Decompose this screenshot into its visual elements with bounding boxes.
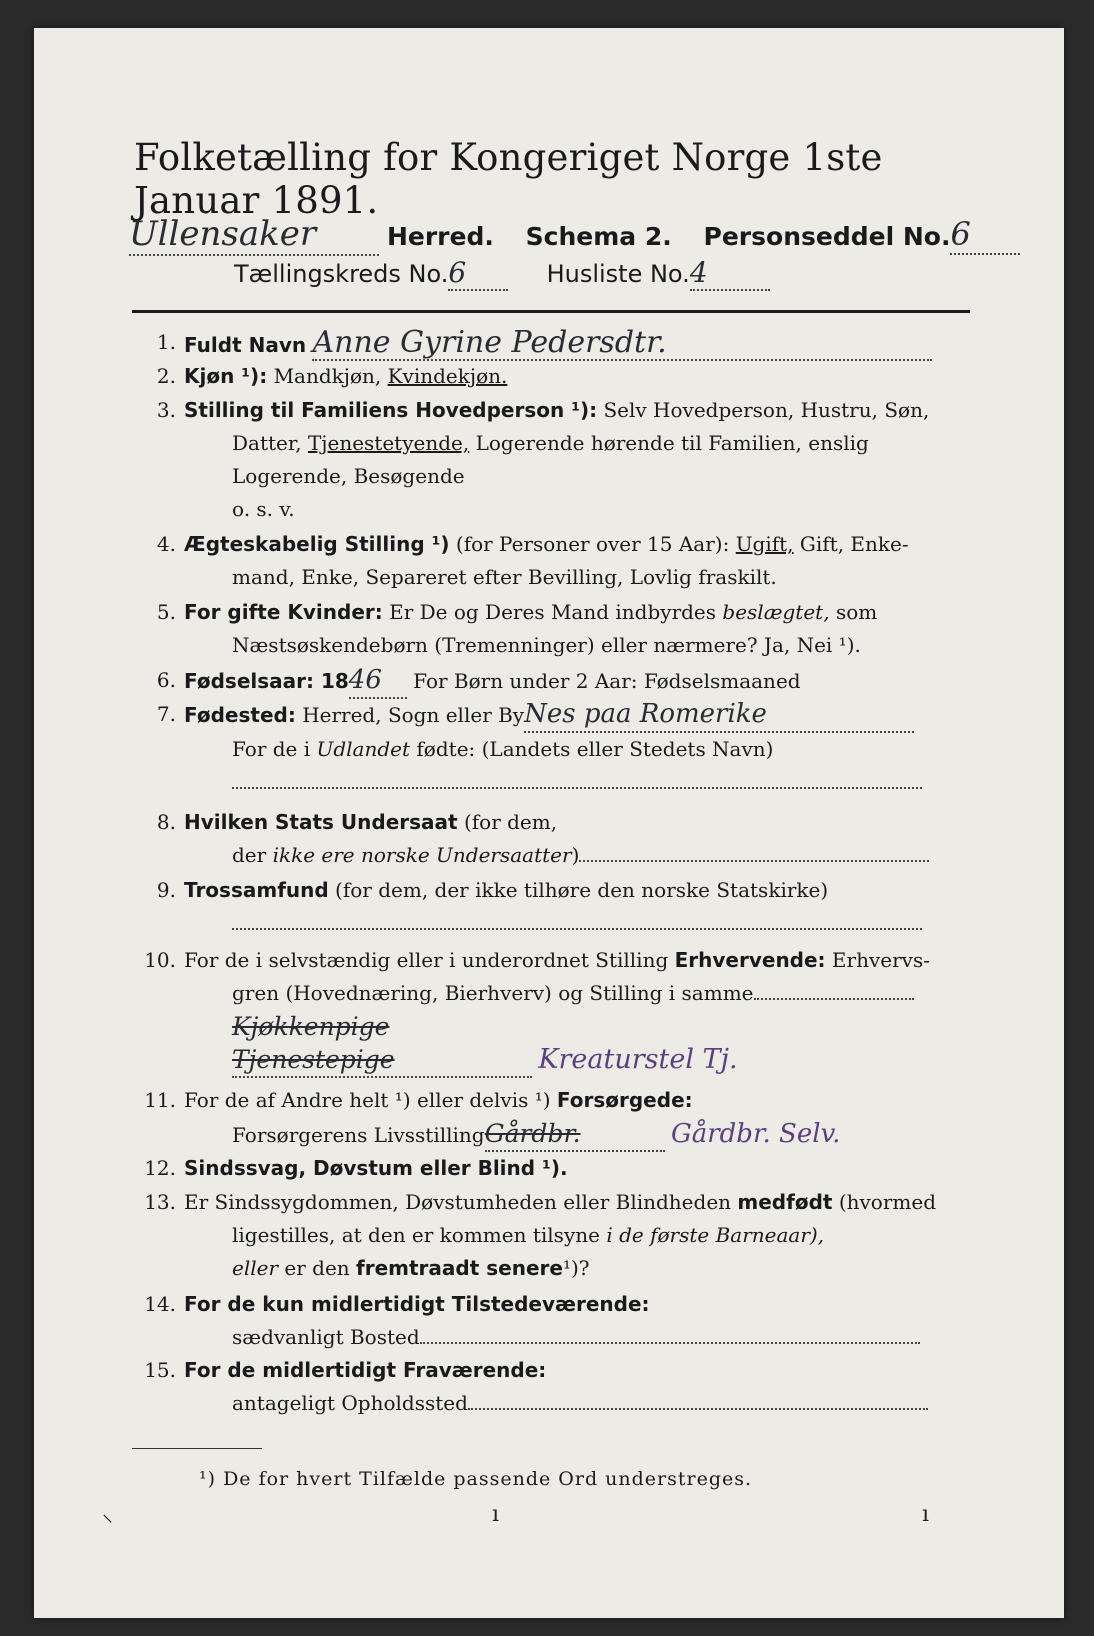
dotted-line [579, 842, 929, 862]
item-text: ¹)? [562, 1256, 590, 1280]
item-number: 6. [156, 668, 176, 692]
item-text: Er Sindssygdommen, Døvstumheden eller Blindheden [184, 1190, 732, 1214]
item-text: (for dem, der ikke tilhøre den norske Statskirke) [335, 878, 829, 902]
item-text: er den [284, 1256, 350, 1280]
kreds-line [234, 256, 934, 291]
item-text: Forsørgerens Livsstilling [232, 1123, 485, 1147]
item-label: Fuldt Navn [184, 333, 307, 357]
item-label: Fødested: [184, 703, 296, 727]
underlined-answer: Tjenestetyende, [307, 431, 470, 455]
husliste-no: 4 [690, 256, 770, 291]
item-text: mand, Enke, Separeret efter Bevilling, Lovlig fraskilt. [232, 565, 777, 589]
item-text: Datter, [232, 431, 302, 455]
kreds-no: 6 [448, 256, 508, 291]
item-label: fremtraadt senere [356, 1256, 563, 1280]
item-text: antageligt Opholdssted [232, 1391, 468, 1415]
item-label: Forsørgede: [556, 1088, 693, 1112]
item-text: Erhvervs- [831, 948, 930, 972]
personseddel-label: Personseddel No. [703, 222, 951, 251]
item-text: Selv Hovedperson, Hustru, Søn, [603, 398, 930, 422]
item-text: som [835, 600, 878, 624]
struck-provider-answer: Gårdbr. [485, 1117, 665, 1152]
item-label: Kjøn ¹): [184, 364, 268, 388]
item-text: For Børn under 2 Aar: Fødselsmaaned [413, 669, 801, 693]
footnote-rule [132, 1448, 262, 1449]
item-number: 13. [144, 1190, 176, 1214]
item-text: der [232, 843, 267, 867]
item-text: For de i [232, 737, 311, 761]
underlined-answer: Ugift, [735, 532, 794, 556]
herred-line [129, 214, 1029, 256]
item-label: For de midlertidigt Fraværende: [184, 1358, 547, 1382]
item-text: Næstsøskendebørn (Tremenninger) eller nærmere? Ja, Nei ¹). [232, 633, 861, 657]
husliste-label: Husliste No. [546, 260, 690, 288]
birthplace-answer: Nes paa Romerike [524, 698, 914, 733]
item-text: (for Personer over 15 Aar): [455, 532, 730, 556]
dotted-line [232, 910, 922, 930]
item-label: Fødselsaar: 18 [184, 669, 349, 693]
item-text: For de af Andre helt ¹) eller delvis ¹) [184, 1088, 551, 1112]
item-text: fødte: (Landets eller Stedets Navn) [416, 737, 774, 761]
dotted-line [468, 1390, 928, 1410]
item-number: 4. [156, 532, 176, 556]
item-number: 3. [156, 398, 176, 422]
item-number: 10. [144, 948, 176, 972]
item-number: 11. [144, 1088, 176, 1112]
item-number: 9. [156, 878, 176, 902]
pin-mark-icon: ı [492, 1502, 500, 1527]
item-label: medfødt [737, 1190, 833, 1214]
item-text: (for dem, [463, 810, 558, 834]
item-label: Stilling til Familiens Hovedperson ¹): [184, 398, 598, 422]
item-text: Herred, Sogn eller By [302, 703, 525, 727]
item-number: 14. [144, 1292, 176, 1316]
item-text: Gift, Enke- [799, 532, 909, 556]
item-number: 5. [156, 600, 176, 624]
item-text: sædvanligt Bosted [232, 1325, 420, 1349]
item-text: Mandkjøn, [273, 364, 382, 388]
item-text: i de første Barneaar), [606, 1223, 825, 1247]
name-answer: Anne Gyrine Pedersdtr. [312, 326, 932, 361]
item-number: 2. [156, 364, 176, 388]
item-text: (hvormed [838, 1190, 936, 1214]
item-text: Er De og Deres Mand indbyrdes [389, 600, 717, 624]
underlined-answer: Kvindekjøn. [387, 364, 508, 388]
item-number: 7. [156, 702, 176, 726]
footnote: ¹) De for hvert Tilfælde passende Ord understreges. [199, 1468, 753, 1490]
item-text: Udlandet [316, 737, 411, 761]
item-label: For gifte Kvinder: [184, 600, 383, 624]
item-text: ikke ere norske Undersaatter [272, 843, 572, 867]
birth-year-answer: 46 [349, 664, 407, 699]
dotted-line [232, 769, 922, 789]
item-number: 8. [156, 810, 176, 834]
header-rule [132, 310, 970, 313]
item-label: Trossamfund [184, 878, 329, 902]
item-label: For de kun midlertidigt Tilstedeværende: [184, 1292, 650, 1316]
item-label: Ægteskabelig Stilling ¹) [184, 532, 450, 556]
item-text: For de i selvstændig eller i underordnet Stilling [184, 948, 669, 972]
item-text: o. s. v. [232, 497, 295, 521]
personseddel-no: 6 [950, 215, 1020, 255]
pin-mark-icon: ı [922, 1502, 930, 1527]
occupation-answer: Kreaturstel Tj. [538, 1044, 738, 1075]
item-number: 1. [156, 330, 176, 354]
item-label: Erhvervende: [674, 948, 826, 972]
item-label: Sindssvag, Døvstum eller Blind ¹). [184, 1156, 568, 1180]
item-text: ligestilles, at den er kommen tilsyne [232, 1223, 600, 1247]
provider-answer: Gårdbr. Selv. [670, 1119, 841, 1149]
kreds-label: Tællingskreds No. [234, 260, 449, 288]
item-text: Logerende hørende til Familien, enslig [475, 431, 869, 455]
dotted-line [420, 1324, 920, 1344]
census-form-sheet: Folketælling for Kongeriget Norge 1ste Januar 1891. Ullensaker Herred. Schema 2. Personseddel No.6 Tællingskreds No.6 Husliste No.4 1. Fuldt Navn Anne Gyrine Pedersdtr. 2. Kjøn ¹): Mandkjøn, Kvindekjøn. 3. Stilling til Familiens Hovedperson ¹): Selv Hovedperson, Hustru, Søn, Datter, Tjenestetyende, Logerende hørende til Familien, enslig Logerende, Besøgende o. s. v. 4. Ægteskabelig Stilling ¹) (for Personer over 15 Aar): Ugift, Gift, Enke- mand, Enke, Separeret efter Bevilling, Lovlig fraskilt. 5. For gifte Kvinder: Er De og Deres Mand indbyrdes beslægtet, som Næstsøskendebørn (Tremenninger) eller nærmere? Ja, Nei ¹). 6. Fødselsaar: 1846 For Børn under 2 Aar: Fødselsmaaned 7. Fødested: Herred, Sogn eller ByNes paa Romerike For de i Udlandet fødte: (Landets eller Stedets Navn) 8. Hvilken Stats Undersaat (for dem, der ikke ere norske Undersaatter) 9. Trossamfund (for dem, der ikke tilhøre den norske Statskirke) 10. For de i selvstændig eller i underordnet Stilling Erhvervende: Erhvervs- gren (Hovednæring, Bierhverv) og Stilling i samme Kjøkkenpige Tjenestepige Kreaturstel Tj. 11. For de af Andre helt ¹) eller delvis ¹) Forsørgede: Forsørgerens LivsstillingGårdbr. Gårdbr. Selv. 12. Sindssvag, Døvstum eller Blind ¹). 13. Er Sindssygdommen, Døvstumheden eller Blindheden medfødt (hvormed ligestilles, at den er kommen tilsyne i de første Barneaar), eller er den fremtraadt senere¹)? 14. For de kun midlertidigt Tilstedeværende: sædvanligt Bosted 15. For de midlertidigt Fraværende: antageligt Opholdssted ¹) De for hvert Tilfælde passende Ord understreges. ⸜ ı ı [34, 28, 1064, 1618]
item-text: beslægtet, [722, 600, 830, 624]
pin-mark-icon: ⸜ [102, 1502, 114, 1527]
item-number: 15. [144, 1358, 176, 1382]
schema-label: Schema 2. [525, 222, 672, 251]
herred-label: Herred. [386, 222, 494, 251]
form-title: Folketælling for Kongeriget Norge 1ste Januar 1891. [134, 136, 883, 222]
herred-answer: Ullensaker [129, 214, 379, 256]
item-text: eller [232, 1256, 279, 1280]
item-number: 12. [144, 1156, 176, 1180]
item-text: Logerende, Besøgende [232, 464, 465, 488]
struck-occupation-answer: Kjøkkenpige Tjenestepige [232, 1010, 532, 1078]
item-text: gren (Hovednæring, Bierhverv) og Stilling i samme [232, 981, 754, 1005]
item-label: Hvilken Stats Undersaat [184, 810, 458, 834]
dotted-line [754, 980, 914, 1000]
